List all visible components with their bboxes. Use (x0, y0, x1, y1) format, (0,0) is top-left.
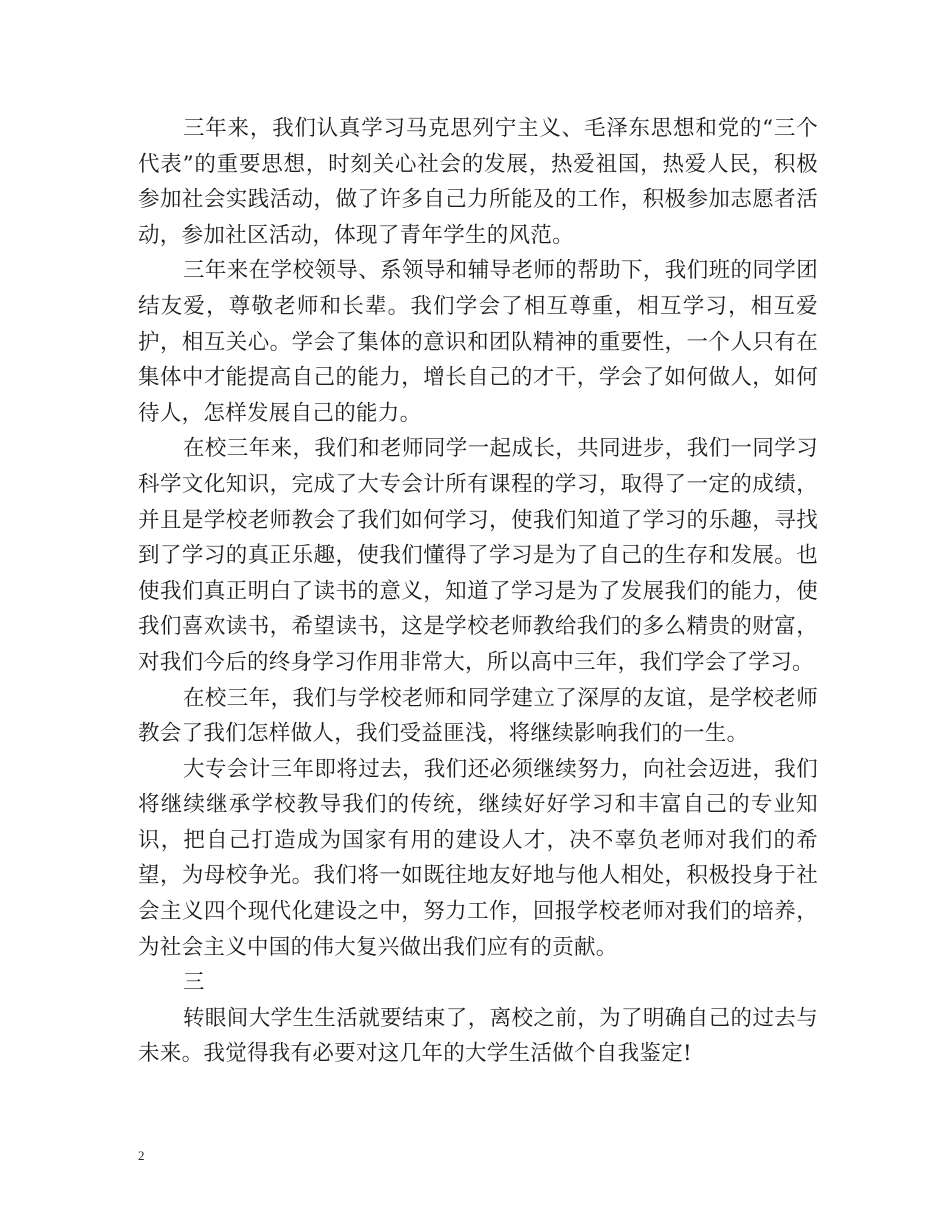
paragraph-4: 在校三年，我们与学校老师和同学建立了深厚的友谊，是学校老师教会了我们怎样做人，我们受益匪浅，将继续影响我们的一生。 (138, 685, 818, 747)
section-number: 三 (183, 970, 205, 996)
paragraph-3: 在校三年来，我们和老师同学一起成长，共同进步，我们一同学习科学文化知识，完成了大专会计所有课程的学习，取得了一定的成绩，并且是学校老师教会了我们如何学习，使我们知道了学习的乐趣，寻找到了学习的真正乐趣，使我们懂得了学习是为了自己的生存和发展。也使我们真正明白了读书的意义，知道了学习是为了发展我们的能力，使我们喜欢读书，希望读书，这是学校老师教给我们的多么精贵的财富，对我们今后的终身学习作用非常大，所以高中三年，我们学会了学习。 (138, 436, 818, 675)
page-number: 2 (138, 1148, 145, 1163)
document-body (138, 111, 818, 1072)
paragraph-6: 转眼间大学生生活就要结束了，离校之前，为了明确自己的过去与未来。我觉得我有必要对这几年的大学生活做个自我鉴定! (138, 1005, 818, 1067)
paragraph-5: 大专会计三年即将过去，我们还必须继续努力，向社会迈进，我们将继续继承学校教导我们的传统，继续好好学习和丰富自己的专业知识，把自己打造成为国家有用的建设人才，决不辜负老师对我们的希望，为母校争光。我们将一如既往地友好地与他人相处，积极投身于社会主义四个现代化建设之中，努力工作，回报学校老师对我们的培养，为社会主义中国的伟大复兴做出我们应有的贡献。 (138, 756, 818, 960)
paragraph-2: 三年来在学校领导、系领导和辅导老师的帮助下，我们班的同学团结友爱，尊敬老师和长辈。我们学会了相互尊重，相互学习，相互爱护，相互关心。学会了集体的意识和团队精神的重要性，一个人只有在集体中才能提高自己的能力，增长自己的才干，学会了如何做人，如何待人，怎样发展自己的能力。 (138, 258, 818, 426)
paragraph-1: 三年来，我们认真学习马克思列宁主义、毛泽东思想和党的“三个代表”的重要思想，时刻关心社会的发展，热爱祖国，热爱人民，积极参加社会实践活动，做了许多自己力所能及的工作，积极参加志愿者活动，参加社区活动，体现了青年学生的风范。 (138, 116, 818, 248)
